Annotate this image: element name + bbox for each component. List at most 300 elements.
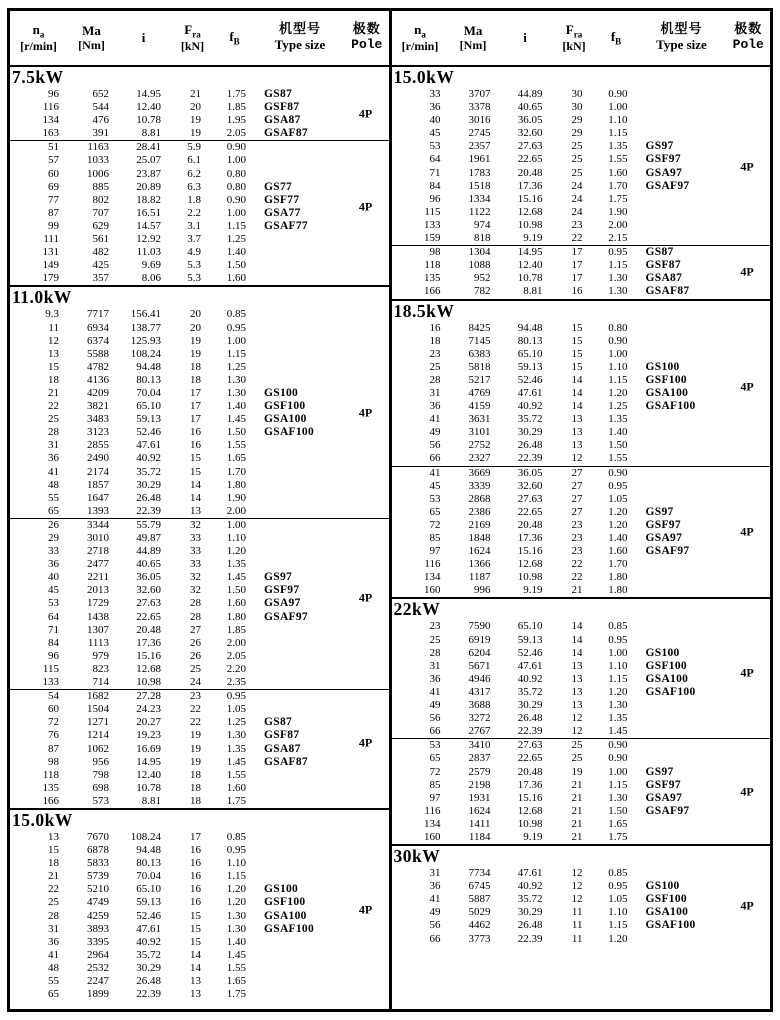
cell-torque: 6919 xyxy=(468,633,491,646)
cell-speed: 65 xyxy=(429,752,441,765)
cell-type-size xyxy=(637,439,727,452)
table-row xyxy=(392,919,771,932)
cell-ratio: 8.81 xyxy=(141,127,161,140)
cell-ratio: 125.93 xyxy=(130,334,161,347)
cell-torque: 544 xyxy=(92,101,109,114)
cell-torque: 2490 xyxy=(87,452,109,465)
cell-speed: 85 xyxy=(429,778,441,791)
cell-ratio: 19.23 xyxy=(136,729,161,742)
cell-torque: 425 xyxy=(92,259,109,272)
cell-torque: 1184 xyxy=(468,830,491,843)
cell-torque: 629 xyxy=(92,219,109,232)
col-header-radial-force: $F_{ra}$ [kN] xyxy=(180,21,205,53)
cell-torque: 6204 xyxy=(468,646,491,659)
cell-ratio: 12.92 xyxy=(136,233,161,246)
table-row xyxy=(10,114,389,127)
cell-radial-force: 21 xyxy=(190,88,201,100)
cell-ratio: 20.48 xyxy=(517,765,543,778)
cell-speed: 111 xyxy=(43,233,59,246)
cell-type-size xyxy=(637,413,727,426)
table-row xyxy=(10,220,389,233)
table-row xyxy=(392,532,771,545)
cell-speed: 40 xyxy=(429,114,441,127)
pole-label: 4P xyxy=(740,784,754,799)
cell-ratio: 108.24 xyxy=(130,830,161,843)
cell-torque: 4749 xyxy=(87,896,109,909)
cell-type-size: GSAF77 xyxy=(264,219,308,232)
cell-ratio: 26.48 xyxy=(517,919,543,932)
table-row xyxy=(392,88,771,101)
cell-radial-force: 29 xyxy=(571,127,583,140)
cell-service-factor: 1.45 xyxy=(226,755,246,768)
table-row xyxy=(10,141,389,154)
table-row xyxy=(10,676,389,689)
spec-table xyxy=(7,8,773,1012)
cell-speed: 87 xyxy=(48,206,59,219)
cell-ratio: 32.60 xyxy=(517,479,543,492)
table-row xyxy=(392,452,771,465)
cell-type-size xyxy=(637,933,727,946)
cell-ratio: 94.48 xyxy=(136,360,161,373)
cell-service-factor: 1.55 xyxy=(226,961,246,974)
cell-type-size xyxy=(255,988,345,1001)
cell-type-size xyxy=(255,322,345,335)
cell-radial-force: 16 xyxy=(190,844,201,857)
table-row xyxy=(392,426,771,439)
cell-radial-force: 33 xyxy=(190,558,201,571)
section-title: 11.0kW xyxy=(12,287,72,308)
cell-speed: 160 xyxy=(424,584,441,597)
cell-service-factor: 0.80 xyxy=(608,321,628,334)
type-block xyxy=(392,467,771,598)
cell-ratio: 10.98 xyxy=(517,218,543,231)
cell-service-factor: 2.05 xyxy=(226,127,246,140)
cell-torque: 3378 xyxy=(468,101,491,114)
table-row xyxy=(10,857,389,870)
cell-type-size xyxy=(255,492,345,505)
cell-torque: 798 xyxy=(92,768,109,781)
table-row xyxy=(392,193,771,206)
cell-ratio: 22.39 xyxy=(517,725,543,738)
cell-ratio: 22.39 xyxy=(517,452,543,465)
cell-service-factor: 1.60 xyxy=(608,545,628,558)
table-row xyxy=(10,466,389,479)
type-block xyxy=(392,246,771,298)
cell-type-size: GSAF87 xyxy=(645,285,690,298)
cell-ratio: 70.04 xyxy=(136,870,161,883)
table-row xyxy=(392,167,771,180)
table-row xyxy=(392,285,771,298)
cell-type-size xyxy=(255,259,345,272)
cell-radial-force: 4.9 xyxy=(187,246,201,259)
cell-radial-force: 21 xyxy=(571,778,583,791)
cell-type-size: GSA87 xyxy=(264,114,301,127)
table-row xyxy=(10,896,389,909)
cell-service-factor: 1.85 xyxy=(226,101,246,114)
cell-radial-force: 15 xyxy=(190,452,201,465)
cell-speed: 65 xyxy=(429,505,441,518)
cell-radial-force: 24 xyxy=(571,205,583,218)
cell-type-size xyxy=(637,206,727,219)
table-row xyxy=(392,792,771,805)
cell-speed: 40 xyxy=(48,571,59,584)
cell-ratio: 14.95 xyxy=(136,755,161,768)
table-row xyxy=(392,739,771,752)
cell-torque: 573 xyxy=(92,794,109,807)
cell-radial-force: 3.7 xyxy=(187,233,201,246)
cell-radial-force: 13 xyxy=(571,413,583,426)
cell-speed: 166 xyxy=(42,794,59,807)
cell-torque: 4782 xyxy=(87,360,109,373)
table-row xyxy=(392,348,771,361)
type-block xyxy=(10,141,389,285)
cell-ratio: 10.98 xyxy=(517,571,543,584)
cell-speed: 97 xyxy=(429,545,441,558)
table-row xyxy=(10,374,389,387)
table-row xyxy=(392,673,771,686)
cell-radial-force: 30 xyxy=(571,88,583,100)
col-header-pole: 极数 Pole xyxy=(351,22,383,52)
cell-ratio: 26.48 xyxy=(136,975,161,987)
cell-type-size: GSF100 xyxy=(645,373,687,386)
cell-ratio: 20.48 xyxy=(517,166,543,179)
table-row xyxy=(10,584,389,597)
cell-torque: 561 xyxy=(92,233,109,246)
cell-type-size: GSAF100 xyxy=(264,922,315,935)
cell-ratio: 20.89 xyxy=(136,180,161,193)
cell-type-size: GSA87 xyxy=(645,272,683,285)
table-row xyxy=(10,400,389,413)
cell-radial-force: 22 xyxy=(190,716,201,729)
cell-radial-force: 11 xyxy=(571,932,583,945)
cell-ratio: 65.10 xyxy=(136,883,161,896)
cell-radial-force: 14 xyxy=(571,386,583,399)
pole-label: 4P xyxy=(358,902,373,917)
cell-ratio: 40.65 xyxy=(517,101,543,114)
cell-type-size xyxy=(255,795,345,808)
cell-type-size: GSA100 xyxy=(264,909,307,922)
cell-service-factor: 1.20 xyxy=(226,545,246,558)
table-row xyxy=(10,348,389,361)
cell-speed: 69 xyxy=(48,180,59,193)
table-row xyxy=(392,493,771,506)
cell-service-factor: 0.95 xyxy=(608,246,628,259)
table-row xyxy=(10,936,389,949)
cell-radial-force: 20 xyxy=(190,101,201,114)
cell-type-size xyxy=(255,782,345,795)
cell-radial-force: 20 xyxy=(190,308,201,321)
cell-radial-force: 17 xyxy=(190,413,201,426)
cell-speed: 41 xyxy=(429,893,441,906)
cell-ratio: 15.16 xyxy=(517,545,543,558)
cell-type-size: GSA97 xyxy=(264,597,301,610)
cell-ratio: 27.28 xyxy=(136,690,161,703)
cell-ratio: 17.36 xyxy=(517,778,543,791)
cell-torque: 952 xyxy=(474,272,491,285)
table-row xyxy=(10,101,389,114)
cell-torque: 818 xyxy=(474,232,491,245)
cell-speed: 15 xyxy=(48,844,59,857)
cell-type-size: GSF87 xyxy=(645,259,681,272)
cell-service-factor: 1.75 xyxy=(226,88,246,100)
table-row xyxy=(10,729,389,742)
cell-speed: 159 xyxy=(424,232,441,245)
power-section xyxy=(10,808,389,1001)
table-row xyxy=(392,712,771,725)
cell-radial-force: 16 xyxy=(190,857,201,870)
cell-type-size: GS97 xyxy=(645,505,674,518)
cell-torque: 6383 xyxy=(468,347,491,360)
cell-type-size xyxy=(255,637,345,650)
cell-ratio: 40.65 xyxy=(136,558,161,571)
cell-radial-force: 6.2 xyxy=(187,167,201,180)
cell-type-size xyxy=(637,322,727,335)
cell-service-factor: 0.95 xyxy=(226,321,246,334)
section-title: 30kW xyxy=(393,846,441,867)
cell-radial-force: 21 xyxy=(571,804,583,817)
cell-radial-force: 15 xyxy=(571,360,583,373)
cell-ratio: 30.29 xyxy=(136,478,161,491)
cell-torque: 1163 xyxy=(87,141,109,154)
cell-type-size xyxy=(637,699,727,712)
cell-ratio: 52.46 xyxy=(517,646,543,659)
cell-ratio: 52.46 xyxy=(517,373,543,386)
cell-torque: 5739 xyxy=(87,870,109,883)
cell-type-size: GSAF97 xyxy=(645,179,690,192)
type-block xyxy=(10,88,389,141)
cell-speed: 22 xyxy=(48,883,59,896)
cell-speed: 36 xyxy=(429,672,441,685)
cell-service-factor: 2.00 xyxy=(226,504,246,517)
cell-type-size xyxy=(637,348,727,361)
table-row xyxy=(10,259,389,272)
cell-ratio: 10.98 xyxy=(136,676,161,689)
cell-speed: 33 xyxy=(48,545,59,558)
cell-service-factor: 1.70 xyxy=(226,465,246,478)
cell-service-factor: 1.50 xyxy=(226,259,246,272)
cell-service-factor: 0.90 xyxy=(608,466,628,479)
cell-ratio: 26.48 xyxy=(517,712,543,725)
cell-service-factor: 0.95 xyxy=(608,880,628,893)
cell-service-factor: 1.80 xyxy=(226,478,246,491)
cell-torque: 4136 xyxy=(87,373,109,386)
cell-radial-force: 14 xyxy=(571,633,583,646)
cell-speed: 28 xyxy=(48,426,59,439)
cell-service-factor: 1.05 xyxy=(608,893,628,906)
cell-radial-force: 1.8 xyxy=(187,193,201,206)
cell-speed: 22 xyxy=(48,400,59,413)
cell-radial-force: 22 xyxy=(571,571,583,584)
cell-torque: 1504 xyxy=(87,703,109,716)
cell-radial-force: 21 xyxy=(571,791,583,804)
cell-type-size: GS97 xyxy=(645,765,674,778)
cell-ratio: 59.13 xyxy=(517,633,543,646)
cell-service-factor: 0.95 xyxy=(608,479,628,492)
cell-radial-force: 25 xyxy=(571,752,583,765)
cell-torque: 2477 xyxy=(87,558,109,571)
cell-torque: 2357 xyxy=(468,140,491,153)
cell-type-size xyxy=(637,584,727,597)
cell-torque: 1729 xyxy=(87,597,109,610)
cell-service-factor: 1.90 xyxy=(226,491,246,504)
cell-ratio: 10.78 xyxy=(136,781,161,794)
cell-ratio: 17.36 xyxy=(136,636,161,649)
table-row xyxy=(392,766,771,779)
cell-service-factor: 1.70 xyxy=(608,558,628,571)
cell-service-factor: 1.80 xyxy=(608,584,628,597)
cell-type-size: GSAF100 xyxy=(264,426,315,439)
table-row xyxy=(392,206,771,219)
cell-service-factor: 1.35 xyxy=(608,413,628,426)
cell-torque: 7145 xyxy=(468,334,491,347)
cell-type-size xyxy=(637,193,727,206)
cell-service-factor: 1.15 xyxy=(226,347,246,360)
cell-service-factor: 1.50 xyxy=(608,439,628,452)
cell-radial-force: 22 xyxy=(190,703,201,716)
cell-radial-force: 15 xyxy=(571,321,583,334)
cell-type-size: GSF87 xyxy=(264,729,300,742)
cell-radial-force: 12 xyxy=(571,452,583,465)
cell-ratio: 10.78 xyxy=(136,114,161,127)
cell-radial-force: 20 xyxy=(190,321,201,334)
cell-speed: 45 xyxy=(48,584,59,597)
cell-type-size xyxy=(637,114,727,127)
cell-speed: 166 xyxy=(424,285,441,298)
cell-service-factor: 1.30 xyxy=(226,373,246,386)
cell-type-size xyxy=(637,493,727,506)
cell-type-size: GS100 xyxy=(264,386,299,399)
cell-radial-force: 13 xyxy=(571,426,583,439)
cell-radial-force: 32 xyxy=(190,571,201,584)
cell-torque: 2718 xyxy=(87,545,109,558)
cell-ratio: 65.10 xyxy=(517,620,543,633)
cell-ratio: 47.61 xyxy=(136,439,161,452)
cell-ratio: 65.10 xyxy=(517,347,543,360)
cell-ratio: 94.48 xyxy=(517,321,543,334)
table-row xyxy=(10,571,389,584)
cell-radial-force: 13 xyxy=(190,988,201,1001)
table-row xyxy=(392,413,771,426)
table-row xyxy=(392,647,771,660)
table-row xyxy=(10,870,389,883)
cell-speed: 41 xyxy=(48,465,59,478)
cell-ratio: 59.13 xyxy=(136,896,161,909)
cell-ratio: 35.72 xyxy=(136,948,161,961)
cell-ratio: 10.98 xyxy=(517,817,543,830)
cell-service-factor: 1.20 xyxy=(608,685,628,698)
table-row xyxy=(392,219,771,232)
cell-speed: 77 xyxy=(48,193,59,206)
cell-radial-force: 28 xyxy=(190,610,201,623)
cell-radial-force: 13 xyxy=(571,699,583,712)
cell-torque: 1122 xyxy=(468,205,491,218)
cell-ratio: 47.61 xyxy=(517,867,543,880)
cell-speed: 49 xyxy=(429,699,441,712)
cell-torque: 1411 xyxy=(468,817,491,830)
cell-radial-force: 14 xyxy=(571,620,583,633)
cell-speed: 21 xyxy=(48,386,59,399)
cell-ratio: 12.68 xyxy=(517,205,543,218)
table-row xyxy=(10,844,389,857)
cell-speed: 36 xyxy=(48,935,59,948)
cell-speed: 12 xyxy=(48,334,59,347)
cell-service-factor: 1.70 xyxy=(608,179,628,192)
cell-ratio: 22.65 xyxy=(517,505,543,518)
cell-type-size: GS97 xyxy=(645,140,674,153)
cell-service-factor: 1.15 xyxy=(608,672,628,685)
cell-ratio: 9.19 xyxy=(523,232,543,245)
cell-speed: 23 xyxy=(429,620,441,633)
cell-torque: 956 xyxy=(92,755,109,768)
cell-speed: 28 xyxy=(429,373,441,386)
cell-service-factor: 1.00 xyxy=(226,518,246,531)
cell-torque: 1624 xyxy=(468,545,491,558)
table-row xyxy=(10,923,389,936)
table-row xyxy=(10,624,389,637)
cell-speed: 56 xyxy=(429,919,441,932)
cell-service-factor: 1.55 xyxy=(226,439,246,452)
cell-service-factor: 1.35 xyxy=(608,140,628,153)
cell-type-size: GSA100 xyxy=(264,413,307,426)
cell-torque: 482 xyxy=(92,246,109,259)
cell-torque: 2837 xyxy=(468,752,491,765)
cell-type-size: GS87 xyxy=(264,716,293,729)
cell-radial-force: 16 xyxy=(190,426,201,439)
cell-speed: 48 xyxy=(48,478,59,491)
type-block xyxy=(392,620,771,739)
cell-service-factor: 1.90 xyxy=(608,205,628,218)
cell-type-size xyxy=(255,154,345,167)
table-row xyxy=(10,207,389,220)
cell-torque: 3344 xyxy=(87,518,109,531)
cell-radial-force: 15 xyxy=(190,909,201,922)
col-header-pole: 极数 Pole xyxy=(732,22,764,52)
cell-torque: 5029 xyxy=(468,906,491,919)
cell-service-factor: 1.60 xyxy=(226,272,246,285)
cell-type-size: GSF100 xyxy=(645,659,687,672)
cell-service-factor: 1.35 xyxy=(226,558,246,571)
cell-speed: 51 xyxy=(48,141,59,154)
cell-service-factor: 2.00 xyxy=(226,636,246,649)
cell-speed: 25 xyxy=(429,633,441,646)
cell-service-factor: 1.30 xyxy=(608,699,628,712)
cell-torque: 3010 xyxy=(87,532,109,544)
table-row xyxy=(392,153,771,166)
cell-speed: 26 xyxy=(48,518,59,531)
cell-type-size xyxy=(255,545,345,558)
cell-torque: 6374 xyxy=(87,334,109,347)
cell-torque: 3395 xyxy=(87,935,109,948)
cell-type-size: GSA77 xyxy=(264,206,301,219)
cell-service-factor: 1.25 xyxy=(226,716,246,729)
table-row xyxy=(10,272,389,285)
cell-radial-force: 21 xyxy=(571,830,583,843)
table-row xyxy=(10,335,389,348)
cell-service-factor: 1.10 xyxy=(608,906,628,919)
cell-radial-force: 27 xyxy=(571,466,583,479)
cell-service-factor: 1.30 xyxy=(608,272,628,285)
cell-radial-force: 14 xyxy=(571,400,583,413)
table-row xyxy=(10,127,389,140)
table-row xyxy=(10,492,389,505)
cell-ratio: 16.69 xyxy=(136,742,161,755)
cell-speed: 36 xyxy=(48,452,59,465)
cell-ratio: 94.48 xyxy=(136,844,161,857)
cell-radial-force: 23 xyxy=(190,690,201,703)
cell-type-size: GS100 xyxy=(264,883,299,896)
table-row xyxy=(392,686,771,699)
table-row xyxy=(392,545,771,558)
